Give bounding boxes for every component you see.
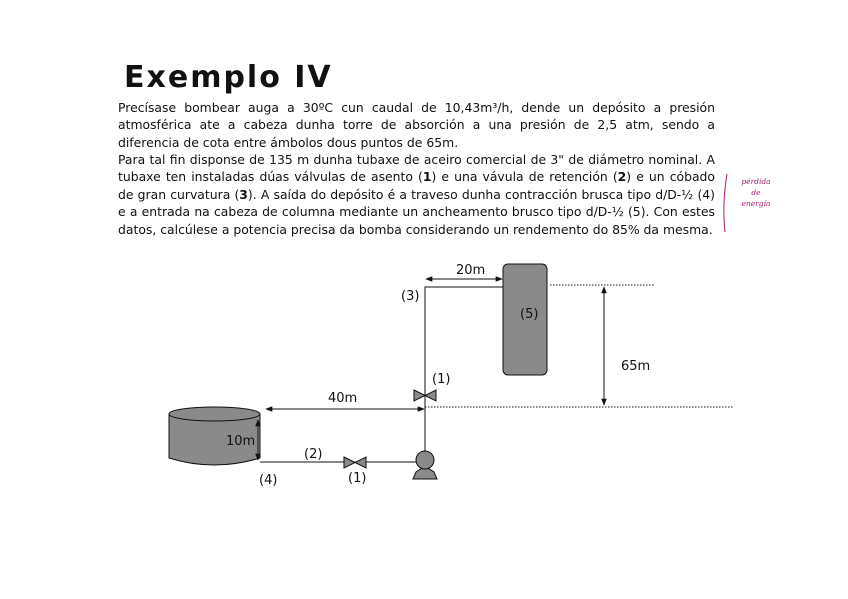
problem-paragraph-1: Precísase bombear auga a 30ºC cun caudal de 10,43m³/h, dende un depósito a presión atmosférica ate a cabeza dunha torre de absorción a una presión de 2,5 atm, sendo a diferencia de cota entre ámbolos dous puntos de 65m. — [118, 100, 715, 150]
elbow-label: (3) — [401, 289, 420, 304]
tank-top — [169, 407, 260, 421]
dimension-10m-label: 10m — [226, 434, 256, 449]
margin-note-line: energía — [741, 199, 771, 208]
tower-label: (5) — [520, 307, 539, 322]
margin-note-line: pérdida — [741, 177, 771, 186]
ref-number-3: 3 — [239, 186, 248, 202]
pump-icon — [416, 451, 434, 469]
discharge-pipe — [425, 287, 503, 452]
paragraph2-text-1: Para tal fin disponse de 135 m dunha tubaxe de aceiro comercial de 3" de diámetro nominal. A tubaxe ten instaladas dúas válvulas de asento ( — [118, 152, 715, 185]
margin-note-line: de — [751, 188, 761, 197]
upper-valve-label: (1) — [432, 372, 451, 387]
ref-number-2: 2 — [617, 169, 627, 185]
paragraph2-text-2: ) e una vávula de retención ( — [431, 169, 618, 185]
page-title: Exemplo IV — [124, 60, 333, 95]
paragraph2-text-3: ) e un cóbado de gran curvatura ( — [118, 169, 715, 202]
check-valve-label: (2) — [304, 447, 323, 462]
tank-outlet-label: (4) — [259, 473, 278, 488]
dimension-65m-label: 65m — [621, 359, 651, 374]
dimension-20m-label: 20m — [456, 263, 486, 278]
lower-valve-label: (1) — [348, 471, 367, 486]
ref-number-1: 1 — [422, 169, 432, 185]
margin-note-bracket — [724, 174, 727, 232]
dimension-40m-label: 40m — [328, 391, 358, 406]
paragraph2-text-4: ). A saída do depósito é a traveso dunha contracción brusca tipo d/D-½ (4) e a entrada na cabeza de columna mediante un ancheamento brusco tipo d/D-½ (5). Con estes datos, calcúlese a potencia precisa da bomba considerando un rendemento do 85% da mesma. — [118, 186, 715, 237]
lower-valve-icon — [344, 457, 366, 468]
